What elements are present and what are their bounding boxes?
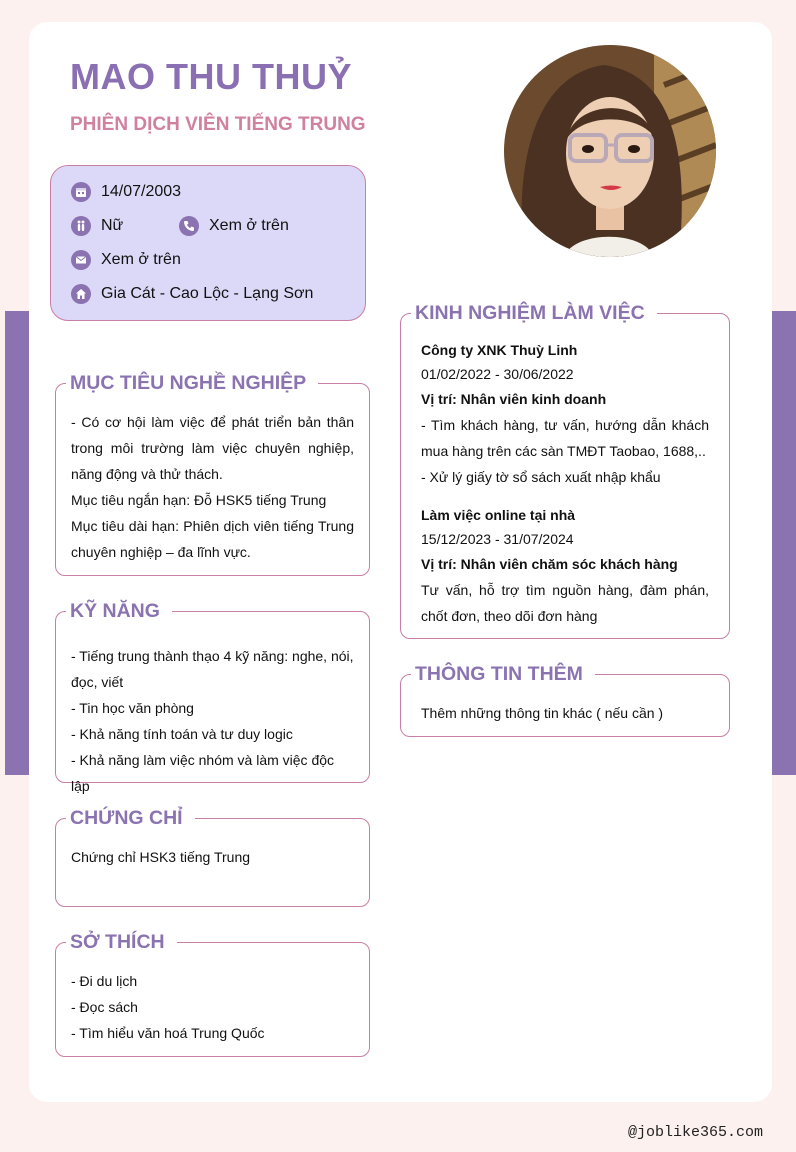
phone-icon [179,216,199,236]
hobbies-section [55,931,370,1057]
hobby-item: - Đọc sách [71,999,138,1015]
gender-icon [71,216,91,236]
contact-box [50,165,366,321]
skill-item: - Khả năng làm việc nhóm và làm việc độc lập [71,752,335,794]
certificates-title: CHỨNG CHỈ [66,806,195,830]
address-value: Gia Cát - Cao Lộc - Lạng Sơn [101,285,314,302]
birthday-row [71,182,181,202]
skill-item: - Khả năng tính toán và tư duy logic [71,726,293,742]
skills-body [71,643,354,799]
hobbies-title: SỞ THÍCH [66,930,177,954]
portrait-illustration [504,45,716,257]
home-icon [71,284,91,304]
career-goal-line: Mục tiêu ngắn hạn: Đỗ HSK5 tiếng Trung [71,492,327,508]
extra-info-section [400,663,730,737]
job-entry [421,338,709,490]
career-goal-line: Mục tiêu dài hạn: Phiên dịch viên tiếng Trung chuyên nghiệp – đa lĩnh vực. [71,518,354,560]
email-icon [71,250,91,270]
extra-info-body [421,700,709,726]
hobby-item: - Đi du lịch [71,973,138,989]
certificate-item: Chứng chỉ HSK3 tiếng Trung [71,849,251,865]
left-side-band [5,311,29,775]
job-period: 15/12/2023 - 31/07/2024 [421,531,574,547]
job-description: - Tìm khách hàng, tư vấn, hướng dẫn khách mua hàng trên các sàn TMĐT Taobao, 1688,.. [421,417,709,459]
career-goal-title: MỤC TIÊU NGHỀ NGHIỆP [66,371,318,395]
birthday-value: 14/07/2003 [101,183,182,200]
skills-title: KỸ NĂNG [66,599,172,623]
experience-section [400,302,730,639]
extra-info-text: Thêm những thông tin khác ( nếu cần ) [421,705,664,721]
job-position: Vị trí: Nhân viên kinh doanh [421,391,607,407]
footer-handle: @joblike365.com [628,1124,764,1141]
job-title: PHIÊN DỊCH VIÊN TIẾNG TRUNG [70,114,366,135]
candidate-name: MAO THU THUỶ [70,56,352,97]
career-goal-line: - Có cơ hội làm việc để phát triển bản thân trong môi trường làm việc chuyên nghiệp, năng động và thử thách. [71,414,354,482]
skill-item: - Tin học văn phòng [71,700,194,716]
job-company: Công ty XNK Thuỳ Linh [421,342,578,358]
job-position: Vị trí: Nhân viên chăm sóc khách hàng [421,556,678,572]
calendar-icon [71,182,91,202]
job-entry [421,503,709,629]
experience-body [421,338,709,629]
profile-photo [504,45,716,257]
gender-value: Nữ [101,217,124,234]
hobby-item: - Tìm hiểu văn hoá Trung Quốc [71,1025,265,1041]
skills-section [55,600,370,794]
extra-info-title: THÔNG TIN THÊM [411,662,595,686]
email-value: Xem ở trên [101,251,181,268]
job-company: Làm việc online tại nhà [421,507,576,523]
gender-row [71,216,123,236]
career-goal-section [55,372,370,576]
address-row [71,284,313,304]
skill-item: - Tiếng trung thành thạo 4 kỹ năng: nghe, nói, đọc, viết [71,648,354,690]
right-side-band [772,311,796,775]
job-description: Tư vấn, hỗ trợ tìm nguồn hàng, đàm phán, chốt đơn, theo dõi đơn hàng [421,582,709,624]
hobbies-body [71,968,354,1046]
experience-title: KINH NGHIỆM LÀM VIỆC [411,301,657,325]
job-description: - Xử lý giấy tờ sổ sách xuất nhập khẩu [421,469,661,485]
certificates-body [71,844,354,870]
certificates-section [55,807,370,907]
phone-value: Xem ở trên [209,217,289,234]
email-row [71,250,181,270]
career-goal-body [71,409,354,565]
phone-row [179,216,289,236]
job-period: 01/02/2022 - 30/06/2022 [421,366,574,382]
